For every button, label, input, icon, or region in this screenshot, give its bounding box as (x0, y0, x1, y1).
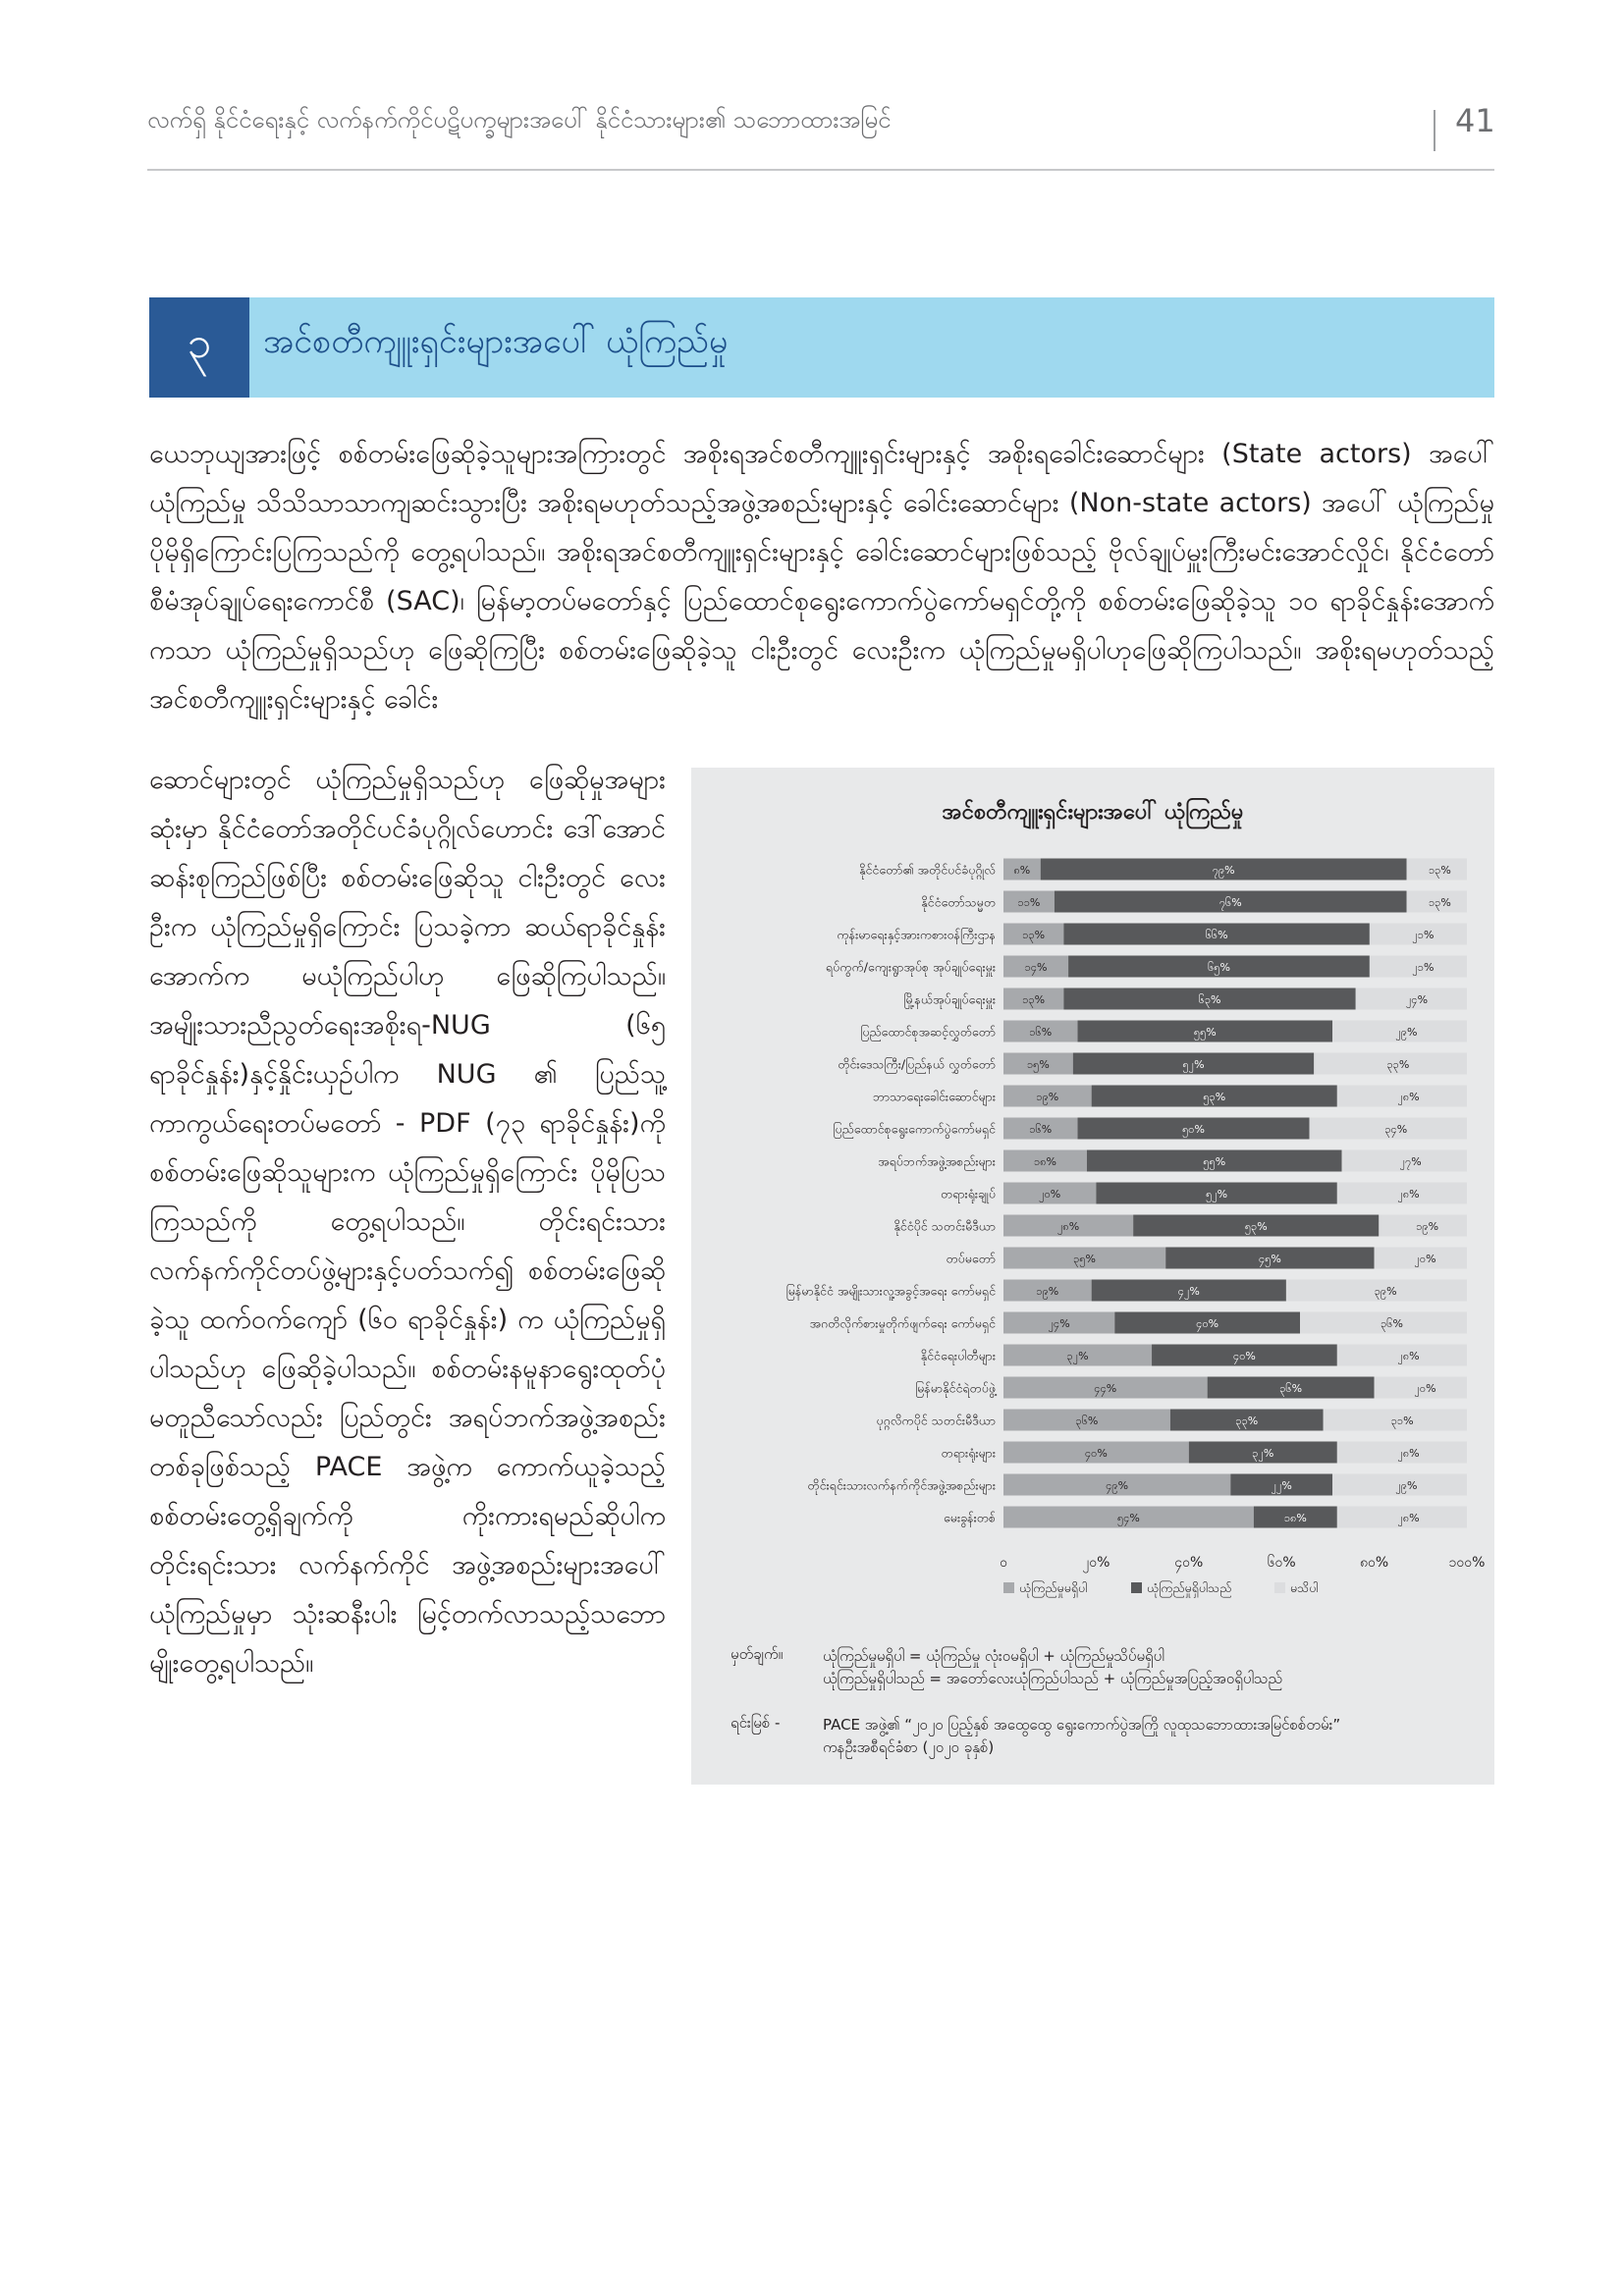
data-label-2-2: ၂၁% (1412, 929, 1435, 941)
x-tick-label-3: ၆၀% (1267, 1555, 1296, 1571)
header-rule (147, 169, 1494, 171)
legend-swatch-0 (1003, 1582, 1014, 1593)
x-tick-label-4: ၈၀% (1360, 1555, 1389, 1571)
data-label-1-9: ၅၅% (1203, 1155, 1226, 1168)
trust-chart (691, 768, 1494, 1785)
category-label-18: တရားရုံးများ (941, 1445, 996, 1461)
chart-note-label: မှတ်ချက်။ (731, 1645, 784, 1663)
data-label-1-1: ၇၆% (1218, 896, 1242, 909)
data-label-2-8: ၃၄% (1384, 1123, 1408, 1136)
legend-label-2: မသိပါ (1290, 1580, 1319, 1595)
data-label-2-3: ၂၁% (1412, 961, 1435, 974)
data-label-0-4: ၁၃% (1022, 993, 1046, 1006)
body-paragraph-column: ဆောင်များတွင် ယုံကြည်မှုရှိသည်ဟု ဖြေဆိုမှုအများဆုံးမှာ နိုင်ငံတော်အတိုင်ပင်ခံပုဂ္ဂိုလ်ဟောင်း ဒေါ်အောင်ဆန်းစုကြည်ဖြစ်ပြီး စစ်တမ်းဖြေဆိုသူ ငါးဦးတွင် လေးဦးက ယုံကြည်မှုရှိကြောင်း ပြသခဲ့ကာ ဆယ်ရာခိုင်နှုန်းအောက်က မယုံကြည်ပါဟု ဖြေဆိုကြပါသည်။ အမျိုးသားညီညွတ်ရေးအစိုးရ-NUG (၆၅ ရာခိုင်နှုန်း)နှင့်နှိုင်းယှဉ်ပါက NUG ၏ ပြည်သူ့ကာကွယ်ရေးတပ်မတော် - PDF (၇၃ ရာခိုင်နှုန်း)ကို စစ်တမ်းဖြေဆိုသူများက ယုံကြည်မှုရှိကြောင်း ပိုမိုပြသကြသည်ကို တွေ့ရပါသည်။ တိုင်းရင်းသား လက်နက်ကိုင်တပ်ဖွဲ့များနှင့်ပတ်သက်၍ စစ်တမ်းဖြေဆိုခဲ့သူ ထက်ဝက်ကျော် (၆၀ ရာခိုင်နှုန်း) က ယုံကြည်မှုရှိပါသည်ဟု ဖြေဆိုခဲ့ပါသည်။ စစ်တမ်းနမူနာရွေးထုတ်ပုံ မတူညီသော်လည်း ပြည်တွင်း အရပ်ဘက်အဖွဲ့အစည်းတစ်ခုဖြစ်သည့် PACE အဖွဲ့က ကောက်ယူခဲ့သည့် စစ်တမ်းတွေ့ရှိချက်ကို ကိုးကားရမည်ဆိုပါက တိုင်းရင်းသား လက်နက်ကိုင် အဖွဲ့အစည်းများအပေါ် ယုံကြည်မှုမှာ သုံးဆနီးပါး မြင့်တက်လာသည့်သဘောမျိုးတွေ့ရပါသည်။ (149, 765, 666, 1679)
chart-source-label: ရင်းမြစ် - (731, 1714, 781, 1732)
chart-panel (691, 768, 1494, 1785)
data-label-2-12: ၂၀% (1414, 1253, 1436, 1265)
data-label-0-8: ၁၆% (1029, 1123, 1053, 1136)
category-label-2: ကုန်းမာရေးနှင့်အားကစားဝန်ကြီးဌာန (837, 927, 996, 942)
data-label-1-13: ၄၂% (1177, 1285, 1200, 1298)
data-label-1-2: ၆၆% (1205, 929, 1228, 941)
data-label-1-0: ၇၉% (1212, 864, 1235, 877)
data-label-2-20: ၂၈% (1397, 1512, 1420, 1524)
page-number: 41 (1455, 102, 1495, 139)
data-label-0-15: ၃၂% (1066, 1350, 1089, 1362)
legend-label-0: ယုံကြည်မှုမရှိပါ (1019, 1580, 1088, 1595)
chart-source-line-1: PACE အဖွဲ့၏ “၂၀၂၀ ပြည့်နှစ် အထွေထွေ ရွေးကောက်ပွဲအကြို လူထုသဘောထားအမြင်စစ်တမ်း” (823, 1716, 1341, 1734)
data-label-0-19: ၄၉% (1106, 1479, 1129, 1492)
data-label-0-13: ၁၉% (1036, 1285, 1059, 1298)
data-label-0-1: ၁၁% (1017, 896, 1041, 909)
data-label-2-7: ၂၈% (1397, 1091, 1420, 1103)
category-label-15: နိုင်ငံရေးပါတီများ (920, 1348, 996, 1363)
data-label-1-19: ၂၂% (1271, 1479, 1292, 1492)
data-label-2-9: ၂၇% (1399, 1155, 1422, 1168)
data-label-1-10: ၅၂% (1206, 1188, 1228, 1201)
data-label-0-2: ၁၃% (1022, 929, 1046, 941)
data-label-2-19: ၂၉% (1395, 1479, 1418, 1492)
data-label-0-9: ၁၈% (1034, 1155, 1056, 1168)
chart-title: အင်စတီကျူးရှင်းများအပေါ် ယုံကြည်မှု (942, 800, 1244, 825)
category-label-16: မြန်မာနိုင်ငံရဲတပ်ဖွဲ့ (915, 1380, 996, 1396)
legend-label-1: ယုံကြည်မှုရှိပါသည် (1147, 1580, 1232, 1595)
section-title: အင်စတီကျူးရှင်းများအပေါ် ယုံကြည်မှု (263, 322, 729, 361)
data-label-1-7: ၅၃% (1203, 1091, 1226, 1103)
data-label-2-10: ၂၈% (1397, 1188, 1420, 1201)
data-label-2-11: ၁၉% (1416, 1220, 1439, 1233)
x-tick-label-2: ၄၀% (1174, 1555, 1204, 1571)
data-label-2-0: ၁၃% (1428, 864, 1451, 877)
data-label-0-5: ၁၆% (1029, 1026, 1053, 1039)
category-label-9: အရပ်ဘက်အဖွဲ့အစည်းများ (878, 1153, 996, 1169)
data-label-2-4: ၂၄% (1406, 993, 1429, 1006)
category-label-10: တရားရုံးချုပ် (941, 1186, 996, 1201)
data-label-0-20: ၅၄% (1117, 1512, 1140, 1524)
category-label-11: နိုင်ငံပိုင် သတင်းမီဒီယာ (893, 1218, 996, 1234)
data-label-1-8: ၅၀% (1182, 1123, 1205, 1136)
data-label-2-17: ၃၁% (1390, 1415, 1414, 1427)
data-label-2-6: ၃၃% (1386, 1058, 1410, 1071)
category-label-20: မေးခွန်းတစ် (944, 1510, 996, 1525)
data-label-0-6: ၁၅% (1026, 1058, 1050, 1071)
x-tick-label-0: ၀ (1000, 1555, 1007, 1571)
chart-source-line-2: ကနဦးအစီရင်ခံစာ (၂၀၂၀ ခုနှစ်) (823, 1738, 995, 1756)
data-label-2-15: ၂၈% (1397, 1350, 1420, 1362)
category-label-14: အဂတိလိုက်စားမှုတိုက်ဖျက်ရေး ကော်မရှင် (809, 1315, 996, 1331)
data-label-0-0: ၈% (1013, 864, 1031, 877)
data-label-1-3: ၆၅% (1208, 961, 1230, 974)
category-label-3: ရပ်ကွက်/ကျေးရွာအုပ်စု အုပ်ချုပ်ရေးမှူး (825, 959, 996, 975)
category-label-7: ဘာသာရေးခေါင်းဆောင်များ (872, 1089, 996, 1104)
data-label-0-7: ၁၉% (1036, 1091, 1059, 1103)
x-tick-label-1: ၂၀% (1082, 1555, 1110, 1571)
data-label-2-1: ၁၃% (1428, 896, 1451, 909)
chart-note-line-2: ယုံကြည်မှုရှိပါသည် = အတော်လေးယုံကြည်ပါသည် + ယုံကြည်မှုအပြည့်အဝရှိပါသည် (823, 1670, 1283, 1687)
data-label-0-17: ၃၆% (1075, 1415, 1099, 1427)
section-number: ၃ (149, 297, 249, 398)
category-label-6: တိုင်းဒေသကြီး/ပြည်နယ် လွှတ်တော် (838, 1056, 996, 1072)
chart-note-line-1: ယုံကြည်မှုမရှိပါ = ယုံကြည်မှု လုံးဝမရှိပါ + ယုံကြည်မှုသိပ်မရှိပါ (823, 1647, 1164, 1665)
body-paragraph-intro: ယေဘုယျအားဖြင့် စစ်တမ်းဖြေဆိုခဲ့သူများအကြားတွင် အစိုးရအင်စတီကျူးရှင်းများနှင့် အစိုးရခေါင်းဆောင်များ (State actors) အပေါ် ယုံကြည်မှု သိသိသာသာကျဆင်းသွားပြီး အစိုးရမဟုတ်သည့်အဖွဲ့အစည်းများနှင့် ခေါင်းဆောင်များ (Non-state actors) အပေါ် ယုံကြည်မှုပိုမိုရှိကြောင်းပြကြသည်ကို တွေ့ရပါသည်။ အစိုးရအင်စတီကျူးရှင်းများနှင့် ခေါင်းဆောင်များဖြစ်သည့် ဗိုလ်ချုပ်မှူးကြီးမင်းအောင်လှိုင်၊ နိုင်ငံတော်စီမံအုပ်ချုပ်ရေးကောင်စီ (SAC)၊ မြန်မာ့တပ်မတော်နှင့် ပြည်ထောင်စုရွေးကောက်ပွဲကော်မရှင်တို့ကို စစ်တမ်းဖြေဆိုခဲ့သူ ၁၀ ရာခိုင်နှုန်းအောက်ကသာ ယုံကြည်မှုရှိသည်ဟု ဖြေဆိုကြပြီး စစ်တမ်းဖြေဆိုခဲ့သူ ငါးဦးတွင် လေးဦးက ယုံကြည်မှုမရှိပါဟုဖြေဆိုကြပါသည်။ အစိုးရမဟုတ်သည့် အင်စတီကျူးရှင်းများနှင့် ခေါင်း (149, 439, 1494, 715)
data-label-1-16: ၃၆% (1279, 1382, 1303, 1395)
category-label-5: ပြည်ထောင်စုအဆင့်လွှတ်တော် (860, 1024, 996, 1040)
category-label-8: ပြည်ထောင်စုရွေးကောက်ပွဲကော်မရှင် (833, 1121, 996, 1137)
data-label-0-14: ၂၄% (1048, 1317, 1070, 1330)
data-label-1-14: ၄၀% (1196, 1317, 1219, 1330)
data-label-0-12: ၃၅% (1073, 1253, 1097, 1265)
data-label-2-14: ၃၆% (1380, 1317, 1403, 1330)
data-label-2-13: ၃၉% (1374, 1285, 1397, 1298)
x-tick-label-5: ၁၀၀% (1448, 1555, 1486, 1571)
data-label-1-5: ၅၅% (1193, 1026, 1217, 1039)
category-label-19: တိုင်းရင်းသားလက်နက်ကိုင်အဖွဲ့အစည်းများ (807, 1477, 996, 1493)
data-label-1-12: ၄၅% (1258, 1253, 1281, 1265)
data-label-1-18: ၃၂% (1252, 1447, 1274, 1460)
legend-swatch-1 (1131, 1582, 1142, 1593)
category-label-0: နိုင်ငံတော်၏ အတိုင်ပင်ခံပုဂ္ဂိုလ် (859, 862, 996, 878)
data-label-0-10: ၂၀% (1039, 1188, 1061, 1201)
category-label-17: ပုဂ္ဂလိကပိုင် သတင်းမီဒီယာ (876, 1413, 996, 1428)
header-divider (1434, 110, 1435, 151)
data-label-1-11: ၅၃% (1244, 1220, 1268, 1233)
data-label-1-4: ၆၃% (1198, 993, 1221, 1006)
legend-swatch-2 (1274, 1582, 1285, 1593)
data-label-0-16: ၄၄% (1094, 1382, 1117, 1395)
data-label-2-18: ၂၈% (1397, 1447, 1420, 1460)
running-header: လက်ရှိ နိုင်ငံရေးနှင့် လက်နက်ကိုင်ပဋိပက္ခများအပေါ် နိုင်ငံသားများ၏ သဘောထားအမြင် (147, 106, 892, 133)
data-label-1-20: ၁၈% (1283, 1512, 1307, 1524)
category-label-4: မြို့နယ်အုပ်ချုပ်ရေးမှူး (903, 991, 996, 1007)
data-label-2-16: ၂၀% (1414, 1382, 1436, 1395)
data-label-0-3: ၁၄% (1024, 961, 1048, 974)
data-label-1-6: ၅၂% (1182, 1058, 1205, 1071)
category-label-12: တပ်မတော် (946, 1251, 996, 1266)
category-label-1: နိုင်ငံတော်သမ္မတ (921, 894, 996, 910)
data-label-0-18: ၄၀% (1084, 1447, 1108, 1460)
data-label-1-15: ၄၀% (1233, 1350, 1256, 1362)
category-label-13: မြန်မာနိုင်ငံ အမျိုးသားလူ့အခွင့်အရေး ကော်မရှင် (785, 1283, 996, 1299)
data-label-2-5: ၂၉% (1395, 1026, 1418, 1039)
data-label-0-11: ၂၈% (1057, 1220, 1080, 1233)
data-label-1-17: ၃၃% (1235, 1415, 1259, 1427)
